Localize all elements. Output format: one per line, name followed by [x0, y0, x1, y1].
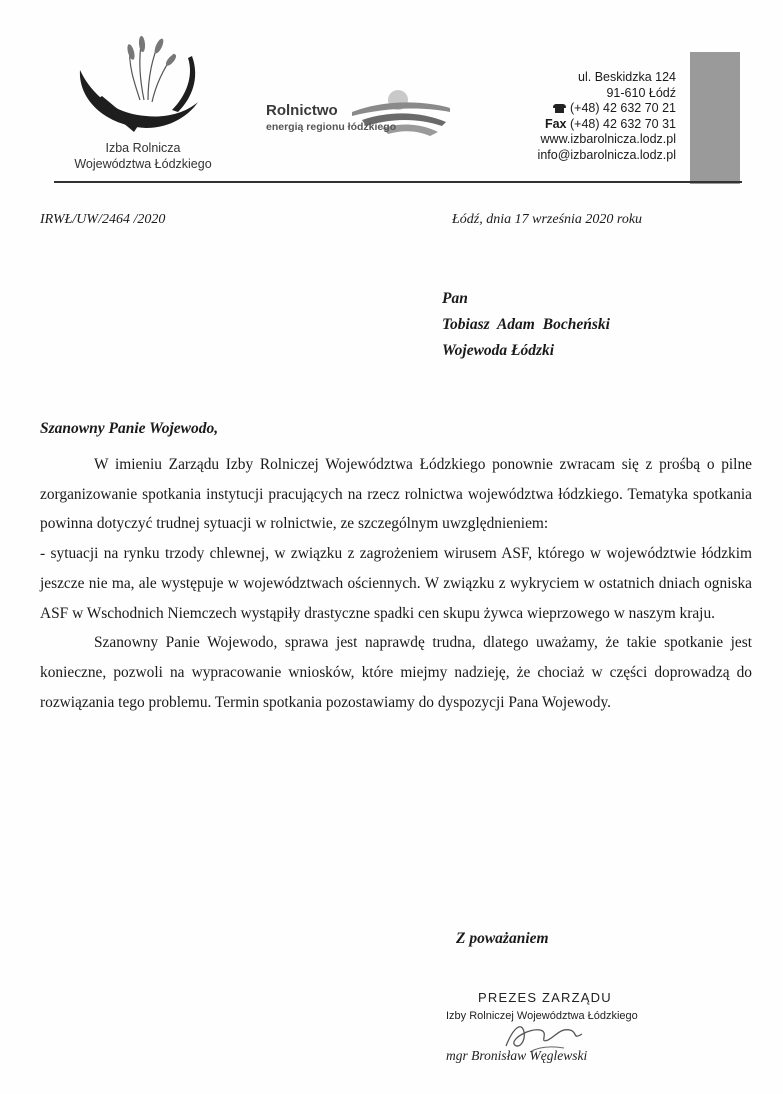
recipient-block [442, 286, 610, 364]
address-city: 91-610 Łódź [606, 85, 676, 100]
stamp-signatory: mgr Bronisław Węglewski [446, 1048, 588, 1063]
rolnictwo-title: Rolnictwo [266, 102, 338, 119]
izba-name-line1: Izba Rolnicza [105, 141, 181, 155]
izba-name [58, 140, 228, 172]
phone-icon [553, 104, 566, 113]
fields-sun-icon [342, 82, 452, 142]
phone-number: (+48) 42 632 70 21 [570, 101, 676, 116]
rolnictwo-logo [262, 82, 452, 142]
recipient-title: Pan [442, 290, 468, 307]
email-link[interactable]: info@izbarolnicza.lodz.pl [537, 147, 676, 162]
header-gray-bar [690, 52, 740, 184]
wheat-sickle-emblem-icon [76, 30, 206, 140]
paragraph-2: - sytuacji na rynku trzody chlewnej, w związku z zagrożeniem wirusem ASF, którego w województwie łódzkim jeszcze nie ma, ale występuje w województwach ościennych. W związku z wykryciem w ostatnich dniach ogniska ASF w Wschodnich Niemczech wystąpiły drastyczne spadki cen skupu żywca wieprzowego w naszym kraju. [40, 545, 752, 622]
stamp-organization: Izby Rolniczej Województwa Łódzkiego [446, 1010, 638, 1022]
letter-body [40, 450, 752, 717]
recipient-name: Tobiasz Adam Bocheński [442, 316, 610, 333]
phone-line [470, 101, 676, 117]
fax-label: Fax [544, 116, 567, 131]
paragraph-3: Szanowny Panie Wojewodo, sprawa jest naprawdę trudna, dlatego uważamy, że takie spotkanie jest konieczne, pozwoli na wypracowanie wniosków, które miejmy nadzieję, że chociaż w części doprowadzą do rozwiązania tego problemu. Termin spotkania pozostawiamy do dyspozycji Pana Wojewody. [40, 634, 752, 711]
fax-number: (+48) 42 632 70 31 [570, 116, 676, 131]
contact-block [470, 70, 676, 164]
recipient-position: Wojewoda Łódzki [442, 342, 555, 359]
salutation: Szanowny Panie Wojewodo, [40, 420, 219, 437]
closing: Z poważaniem [456, 930, 549, 947]
header-divider [54, 181, 742, 183]
rolnictwo-subtitle: energią regionu łódzkiego [266, 121, 397, 133]
letter-date: Łódź, dnia 17 września 2020 roku [452, 212, 643, 227]
stamp-title: PREZES ZARZĄDU [478, 990, 612, 1005]
paragraph-1: W imieniu Zarządu Izby Rolniczej Województwa Łódzkiego ponownie zwracam się z prośbą o pilne zorganizowanie spotkania instytucji pracujących na rzecz rolnictwa województwa łódzkiego. Tematyka spotkania powinna dotyczyć trudnej sytuacji w rolnictwie, ze szczególnym uwzględnieniem: [40, 456, 752, 533]
fax-line [470, 117, 676, 133]
website-link[interactable]: www.izbarolnicza.lodz.pl [540, 132, 676, 147]
izba-name-line2: Województwa Łódzkiego [74, 157, 212, 171]
izba-rolnicza-logo [58, 30, 228, 180]
reference-number: IRWŁ/UW/2464 /2020 [40, 212, 166, 227]
address-street: ul. Beskidzka 124 [578, 70, 676, 84]
